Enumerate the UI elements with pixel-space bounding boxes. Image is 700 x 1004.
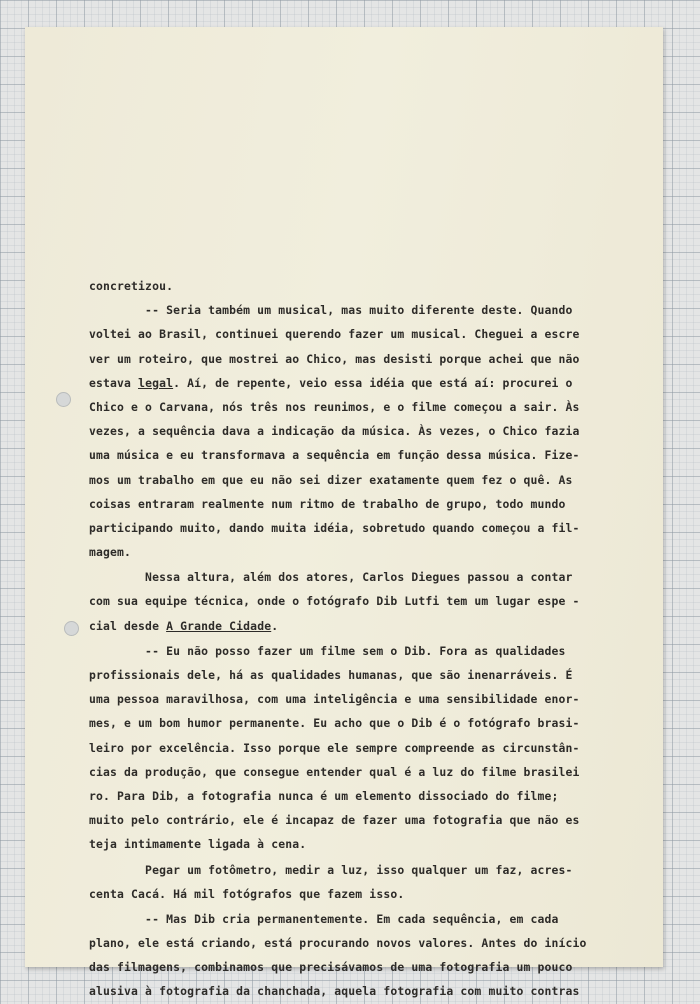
text-line: [89, 614, 629, 638]
text-line: com sua equipe técnica, onde o fotógrafo Dib Lutfi tem um lugar espe -: [89, 594, 580, 609]
text-line: [89, 371, 629, 395]
text-line: cias da produção, que consegue entender qual é a luz do filme brasilei: [89, 764, 580, 779]
text-segment: .: [271, 618, 279, 633]
text-line: mos um trabalho em que eu não sei dizer exatamente quem fez o quê. As: [89, 472, 573, 487]
text-line: participando muito, dando muita idéia, sobretudo quando começou a fil-: [89, 520, 580, 535]
punch-hole-bottom: [64, 621, 79, 636]
text-line: uma música e eu transformava a sequência em função dessa música. Fize-: [89, 448, 580, 463]
text-line: vezes, a sequência dava a indicação da música. Às vezes, o Chico fazia: [89, 424, 580, 439]
text-line: alusiva à fotografia da chanchada, aquela fotografia com muito contras: [89, 984, 580, 999]
text-line: mes, e um bom humor permanente. Eu acho que o Dib é o fotógrafo brasi-: [89, 716, 580, 731]
text-line: -- Seria também um musical, mas muito diferente deste. Quando: [89, 303, 573, 318]
typewritten-text: [89, 274, 629, 1004]
text-line: uma pessoa maravilhosa, com uma inteligência e uma sensibilidade enor-: [89, 692, 580, 707]
text-line: ver um roteiro, que mostrei ao Chico, mas desisti porque achei que não: [89, 351, 580, 366]
text-segment: . Aí, de repente, veio essa idéia que está aí: procurei o: [173, 375, 573, 390]
punch-hole-top: [56, 392, 71, 407]
text-line: Chico e o Carvana, nós três nos reunimos, e o filme começou a sair. Às: [89, 399, 580, 414]
text-line: coisas entraram realmente num ritmo de trabalho de grupo, todo mundo: [89, 496, 566, 511]
text-line: -- Eu não posso fazer um filme sem o Dib. Fora as qualidades: [89, 643, 566, 658]
text-line: plano, ele está criando, está procurando novos valores. Antes do início: [89, 936, 587, 951]
text-line: teja intimamente ligada à cena.: [89, 837, 307, 852]
text-line: Nessa altura, além dos atores, Carlos Diegues passou a contar: [89, 570, 573, 585]
underlined-title: A Grande Cidade: [166, 618, 272, 633]
text-line: -- Mas Dib cria permanentemente. Em cada sequência, em cada: [89, 911, 559, 926]
text-line: concretizou.: [89, 279, 174, 293]
text-line: Pegar um fotômetro, medir a luz, isso qualquer um faz, acres-: [89, 862, 573, 877]
text-segment: estava: [89, 375, 139, 390]
text-line: ro. Para Dib, a fotografia nunca é um elemento dissociado do filme;: [89, 788, 559, 803]
text-line: leiro por excelência. Isso porque ele sempre compreende as circunstân-: [89, 740, 580, 755]
text-line: das filmagens, combinamos que precisávamos de uma fotografia um pouco: [89, 960, 573, 975]
text-line: profissionais dele, há as qualidades humanas, que são inenarráveis. É: [89, 668, 573, 682]
text-line: voltei ao Brasil, continuei querendo fazer um musical. Cheguei a escre: [89, 327, 580, 342]
text-line: muito pelo contrário, ele é incapaz de fazer uma fotografia que não es: [89, 813, 580, 828]
underlined-word: legal: [138, 375, 174, 390]
text-line: magem.: [89, 545, 132, 560]
text-line: centa Cacá. Há mil fotógrafos que fazem isso.: [89, 886, 405, 901]
text-segment: cial desde: [89, 618, 167, 633]
